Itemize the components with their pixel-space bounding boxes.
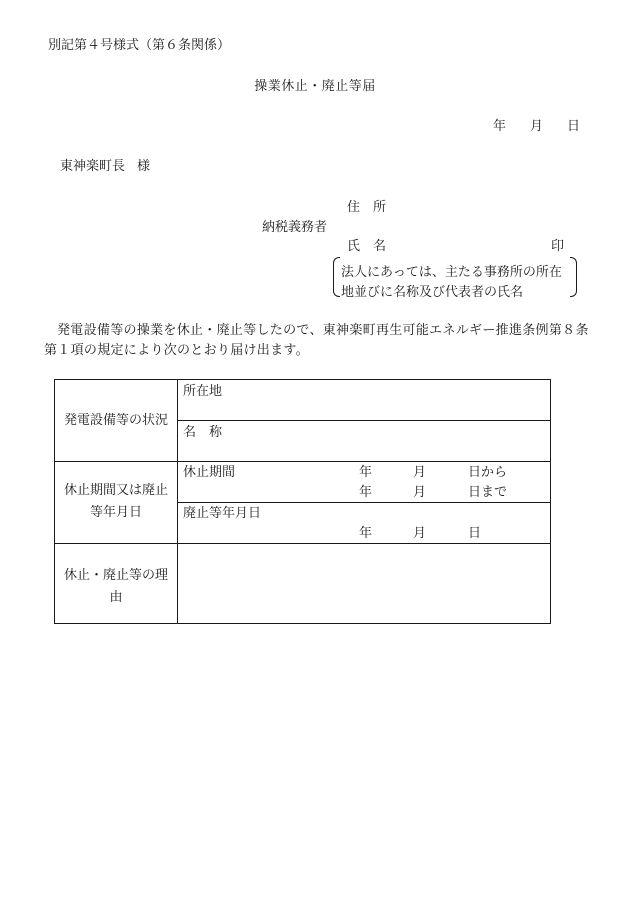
addressee [60, 160, 150, 173]
form-number: 別記第４号様式（第６条関係） [48, 38, 231, 53]
date-month: 月 [530, 119, 544, 134]
addressee-name: 東神楽町長 [60, 159, 126, 174]
date-year: 年 [493, 119, 507, 134]
facility-name-label: 名 称 [183, 425, 223, 440]
row-divider [55, 543, 550, 544]
row-divider [177, 420, 550, 421]
suspension-period-label: 休止期間 [183, 465, 236, 480]
abolition-month: 月 [413, 526, 427, 541]
status-label: 発電設備等の状況 [63, 413, 168, 428]
until-month: 月 [413, 485, 427, 500]
from-month: 月 [413, 465, 427, 480]
note-line-1: 法人にあっては、主たる事務所の所在 [341, 265, 562, 280]
row-divider [177, 502, 550, 503]
location-label: 所在地 [183, 384, 223, 399]
taxpayer-label: 納税義務者 [262, 220, 328, 235]
abolition-year: 年 [359, 526, 373, 541]
address-label: 住 所 [347, 200, 387, 215]
seal-mark: 印 [551, 239, 565, 254]
date-line [493, 120, 580, 133]
name-label: 氏 名 [347, 239, 387, 254]
body-text: 発電設備等の操業を休止・廃止等したので、東神楽町再生可能エネルギー推進条例第８条第１項の規定により次のとおり届け出ます。 [44, 323, 589, 358]
left-bracket [333, 257, 340, 297]
corporate-note [333, 257, 577, 300]
document-title: 操業休止・廃止等届 [254, 79, 376, 94]
right-bracket [570, 257, 577, 297]
addressee-honorific: 様 [137, 159, 151, 174]
reason-label: 休止・廃止等の理由 [63, 568, 168, 605]
date-day: 日 [567, 119, 581, 134]
from-day: 日から [468, 465, 508, 480]
abolition-date-label: 廃止等年月日 [183, 506, 262, 521]
period-label: 休止期間又は廃止等年月日 [63, 483, 168, 520]
row-divider [55, 461, 550, 462]
until-year: 年 [359, 485, 373, 500]
until-day: 日まで [468, 485, 508, 500]
abolition-day: 日 [468, 526, 482, 541]
status-table [54, 379, 551, 624]
note-line-2: 地並びに名称及び代表者の氏名 [341, 285, 524, 300]
from-year: 年 [359, 465, 373, 480]
